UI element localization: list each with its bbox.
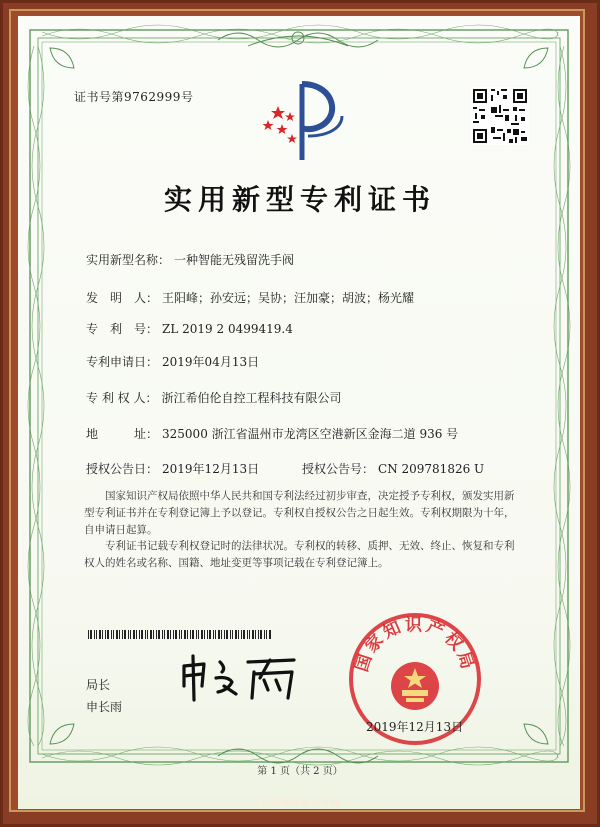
field-address [86,425,458,442]
field-filing-date [86,353,259,370]
legal-status-paragraph: 专利证书记载专利权登记时的法律状况。专利权的转移、质押、无效、终止、恢复和专利权人的姓名或名称、国籍、地址变更等事项记载在专利登记簿上。 [84,540,515,569]
barcode-icon [88,630,274,639]
field-value: 一种智能无残留洗手阀 [174,253,295,267]
certificate-number: 证书号第9762999号 [74,90,194,104]
field-value: CN 209781826 U [378,462,485,476]
legal-statement-paragraph: 国家知识产权局依照中华人民共和国专利法经过初步审查，决定授予专利权，颁发实用新型专利证书并在专利登记簿上予以登记。专利权自授权公告之日起生效。专利权期限为十年，自申请日起算。 [84,490,515,536]
field-grant-number [302,460,484,477]
field-label: 专利申请日： [86,355,159,369]
field-label: 授权公告号： [302,462,375,476]
field-label: 专 利 号： [86,322,159,336]
signatory-name: 申长雨 [86,700,123,714]
field-value: 325000 浙江省温州市龙湾区空港新区金海二道 936 号 [162,427,459,441]
field-value: 王阳峰；孙安远；吴协；汪加豪；胡波；杨光耀 [162,291,415,305]
field-label: 实用新型名称： [86,253,171,267]
field-inventors [86,289,414,306]
field-label: 发 明 人： [86,291,159,305]
signatory-title: 局长 [86,678,111,692]
field-utility-model-name [86,251,294,268]
page-title: 实用新型专利证书 [163,183,436,216]
cnipa-logo-icon [258,76,346,166]
field-value: ZL 2019 2 0499419.4 [162,322,293,336]
seal-text: 国家知识产权局 [352,615,478,675]
field-patentee [86,389,341,406]
field-label: 授权公告日： [86,462,159,476]
field-grant-date [86,460,259,477]
qr-code-icon [471,87,529,145]
field-value: 2019年12月13日 [162,462,260,476]
field-label: 专 利 权 人： [86,391,158,405]
footer-note: 其他事项参见背面 [260,798,340,809]
seal-date: 2019年12月13日 [366,720,464,734]
page-number: 第 1 页（共 2 页） [257,766,343,777]
field-patent-number [86,320,293,337]
signature-icon [176,652,306,704]
field-label: 地 址： [86,427,159,441]
field-value: 2019年04月13日 [162,355,260,369]
field-value: 浙江希伯伦自控工程科技有限公司 [161,391,342,405]
